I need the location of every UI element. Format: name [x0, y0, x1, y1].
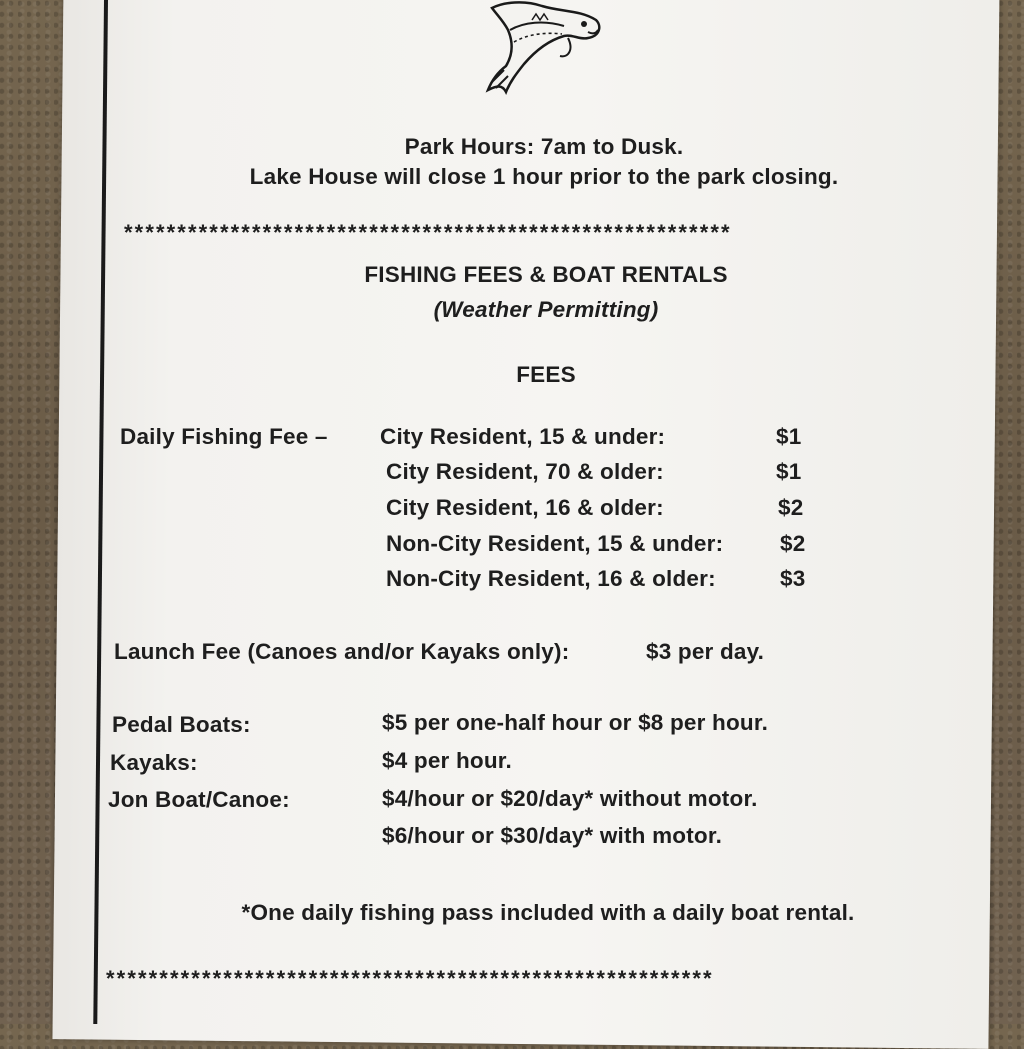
rental-label: Pedal Boats:	[112, 712, 251, 737]
fee-category: Non-City Resident, 15 & under:	[386, 531, 724, 556]
daily-fishing-fee-label: Daily Fishing Fee –	[120, 424, 328, 449]
footnote: *One daily fishing pass included with a daily boat rental.	[241, 900, 855, 925]
fee-price: $3	[780, 566, 806, 591]
launch-fee-label: Launch Fee (Canoes and/or Kayaks only):	[114, 639, 570, 664]
fee-category: City Resident, 15 & under:	[380, 424, 666, 449]
fee-price: $2	[778, 495, 804, 520]
rental-label: Kayaks:	[110, 750, 198, 775]
lake-house-note: Lake House will close 1 hour prior to the park closing.	[249, 164, 839, 189]
launch-fee-value: $3 per day.	[646, 639, 765, 664]
fee-price: $1	[776, 424, 802, 449]
fish-illustration	[484, 0, 606, 98]
fee-category: Non-City Resident, 16 & older:	[386, 566, 716, 591]
section-subtitle: (Weather Permitting)	[433, 297, 659, 322]
rental-rate: $4 per hour.	[382, 748, 512, 773]
fee-category: City Resident, 16 & older:	[386, 495, 664, 520]
rental-label: Jon Boat/Canoe:	[108, 787, 290, 812]
fees-heading: FEES	[516, 362, 576, 387]
rental-rate: $4/hour or $20/day* without motor.	[382, 786, 758, 811]
fee-price: $1	[776, 459, 802, 484]
fee-category: City Resident, 70 & older:	[386, 459, 664, 484]
top-divider: *********************************************************	[124, 220, 732, 245]
fee-price: $2	[780, 531, 806, 556]
rental-rate: $6/hour or $30/day* with motor.	[382, 823, 723, 848]
section-title: FISHING FEES & BOAT RENTALS	[364, 262, 728, 287]
bottom-divider: *********************************************************	[106, 966, 714, 991]
rental-rate: $5 per one-half hour or $8 per hour.	[382, 710, 769, 735]
park-hours-text: Park Hours: 7am to Dusk.	[404, 134, 684, 159]
